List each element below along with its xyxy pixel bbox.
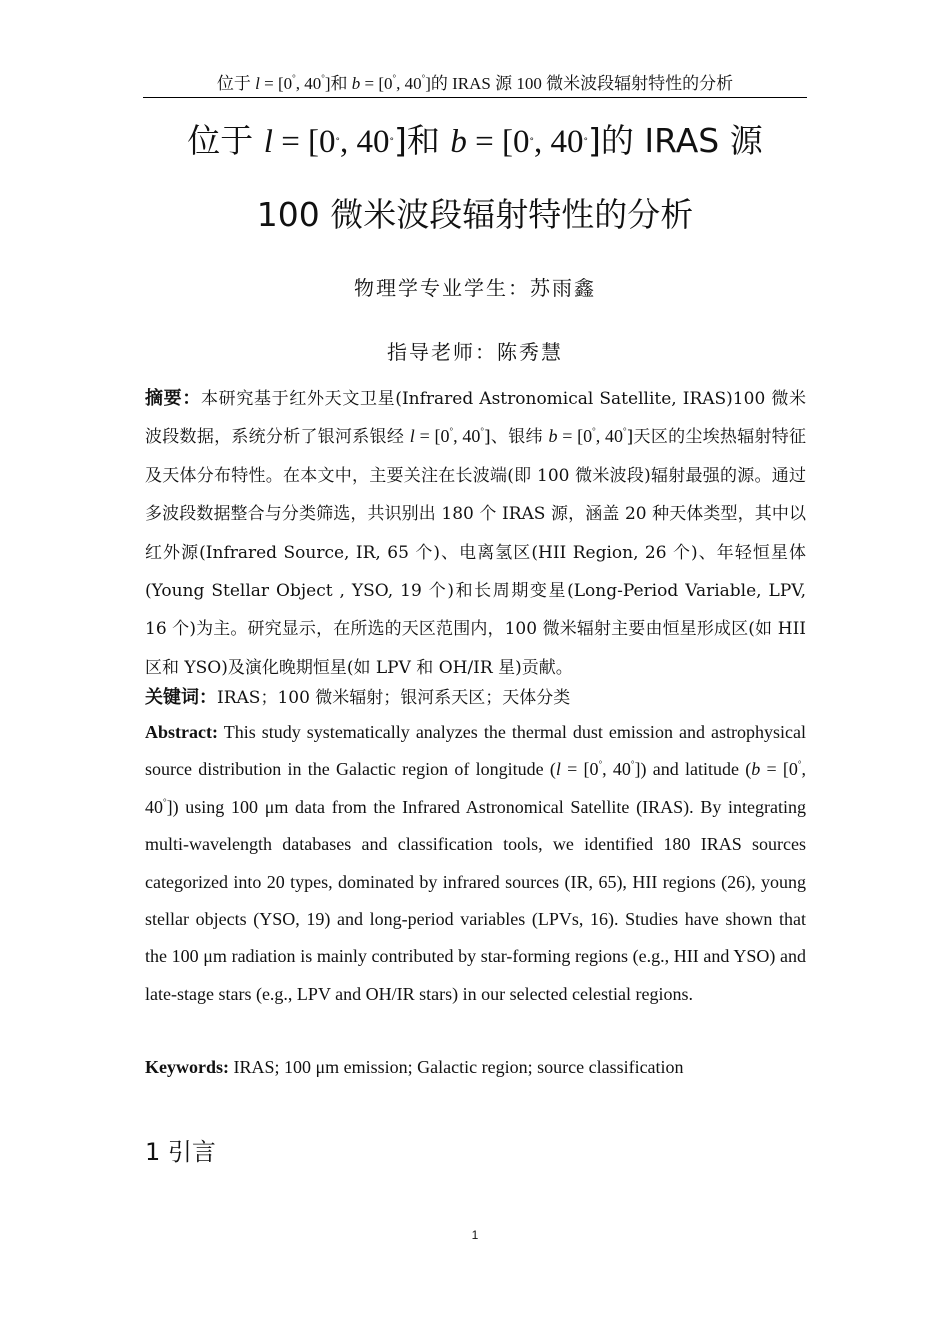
header-divider — [143, 97, 807, 98]
degree-sign: ° — [630, 759, 635, 770]
degree-sign: ° — [797, 759, 802, 770]
abstract-en-text: = [0 — [560, 759, 599, 780]
l-symbol: l — [555, 759, 561, 780]
header-text: , 40 — [295, 74, 322, 93]
degree-sign: ° — [392, 73, 397, 83]
header-text: 位于 — [216, 74, 256, 93]
title-l-symbol: l — [263, 124, 273, 160]
header-l-symbol: l — [255, 74, 260, 93]
header-text: = [0 — [259, 74, 293, 93]
keywords-cn-label: 关键词： — [145, 687, 217, 708]
abstract-cn-text: , 40 — [453, 426, 481, 447]
header-text: , 40 — [396, 74, 422, 93]
b-symbol: b — [548, 426, 558, 447]
title-text: ]和 — [394, 121, 451, 160]
degree-sign: ° — [480, 426, 485, 437]
abstract-en-text: , 40 — [602, 759, 631, 780]
keywords-cn-text: IRAS；100 微米辐射；银河系天区；天体分类 — [217, 688, 571, 708]
keywords-english — [145, 1049, 806, 1086]
degree-sign: ° — [623, 426, 627, 437]
keywords-en-text: IRAS; 100 μm emission; Galactic region; source classification — [229, 1057, 684, 1077]
author-line: 物理学专业学生：苏雨鑫 — [354, 276, 596, 300]
paper-title-line1 — [100, 118, 850, 165]
advisor-line: 指导老师：陈秀慧 — [387, 340, 563, 364]
page-number: 1 — [471, 1228, 479, 1242]
degree-sign: ° — [583, 137, 589, 147]
degree-sign: ° — [529, 137, 535, 147]
keywords-en-label: Keywords: — [145, 1057, 229, 1077]
abstract-chinese — [145, 380, 806, 687]
abstract-english — [145, 714, 806, 1013]
degree-sign: ° — [389, 137, 395, 147]
abstract-en-text: ]) using 100 μm data from the Infrared Astronomical Satellite (IRAS). By integrating multi-wavelength databases and classification tools, we identified 180 IRAS sources categorized into 20 types, dominated by infrared sources (IR, 65), HII regions (26), young stellar objects (YSO, 19) and long-period variables (LPVs, 16). Studies have shown that the 100 μm radiation is mainly contributed by star-forming regions (e.g., HII and YSO) and late-stage stars (e.g., LPV and OH/IR stars) in our selected celestial regions. — [145, 796, 806, 1004]
l-symbol: l — [409, 426, 415, 447]
abstract-en-text: ]) and latitude ( — [634, 759, 752, 780]
abstract-cn-text: ]天区的尘埃热辐射特征及天体分布特性。在本文中，主要关注在长波端(即 100 微米波段)辐射最强的源。通过多波段数据整合与分类筛选，共识别出 180 个 IRAS 源，涵盖 20 种天体类型，其中以红外源(Infrared Source, IR, 65 个)、电离氢区(HII Region, 26 个)、年轻恒星体(Young Stellar Object , YSO, 19 个)和长周期变星(Long-Period Variable, LPV, 16 个)为主。研究显示，在所选的天区范围内，100 微米辐射主要由恒星形成区(如 HII 区和 YSO)及演化晚期恒星(如 LPV 和 OH/IR 星)贡献。 — [145, 427, 807, 678]
degree-sign: ° — [592, 426, 596, 437]
degree-sign: ° — [598, 759, 603, 770]
degree-sign: ° — [449, 426, 454, 437]
paper-title-line2: 100 微米波段辐射特性的分析 — [256, 195, 694, 234]
title-text: , 40 — [340, 124, 390, 160]
header-text: = [0 — [360, 74, 393, 93]
keywords-chinese — [145, 679, 806, 717]
abstract-cn-label: 摘要： — [145, 388, 201, 409]
abstract-cn-text: = [0 — [557, 426, 593, 447]
abstract-en-text: = [0 — [760, 759, 798, 780]
degree-sign: ° — [321, 73, 325, 83]
running-header — [143, 72, 807, 96]
abstract-cn-text: , 40 — [595, 426, 624, 447]
degree-sign: ° — [163, 796, 167, 807]
abstract-en-text: This study systematically analyzes the thermal dust emission and astrophysical source distribution in the Galactic region of longitude ( — [145, 722, 806, 780]
section-heading-introduction: 1 引言 — [145, 1138, 216, 1166]
title-text: = [0 — [466, 124, 530, 160]
degree-sign: ° — [421, 73, 426, 83]
b-symbol: b — [751, 759, 761, 780]
title-text: = [0 — [272, 124, 336, 160]
abstract-en-text: , 40 — [145, 759, 806, 817]
header-text: ]和 — [324, 74, 352, 93]
title-text: 位于 — [187, 121, 264, 160]
degree-sign: ° — [335, 137, 341, 147]
abstract-cn-text: = [0 — [414, 426, 450, 447]
abstract-cn-text: 本研究基于红外天文卫星(Infrared Astronomical Satellite, IRAS)100 微米波段数据，系统分析了银河系银经 — [145, 389, 806, 448]
title-text: ]的 IRAS 源 — [588, 121, 763, 160]
abstract-cn-text: ]、银纬 — [484, 427, 549, 448]
header-text: ]的 IRAS 源 100 微米波段辐射特性的分析 — [425, 74, 734, 93]
degree-sign: ° — [292, 73, 296, 83]
abstract-en-label: Abstract: — [145, 722, 218, 742]
title-text: , 40 — [534, 124, 584, 160]
title-b-symbol: b — [450, 124, 467, 160]
header-b-symbol: b — [351, 74, 361, 93]
